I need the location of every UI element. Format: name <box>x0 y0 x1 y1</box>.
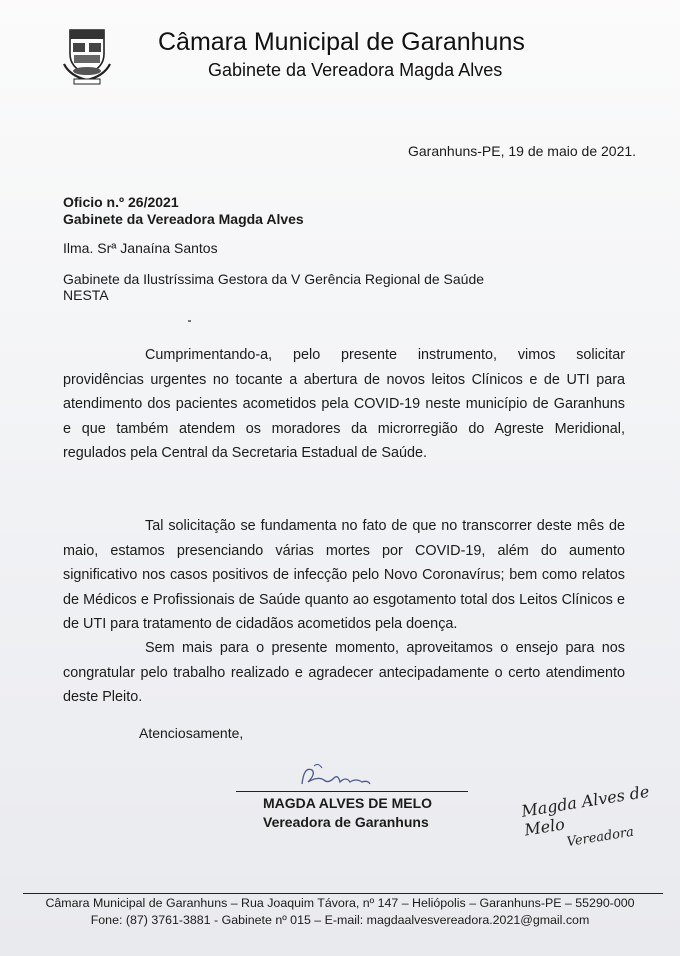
body-paragraph-2: Tal solicitação se fundamenta no fato de que no transcorrer deste mês de maio, estamos presenciando várias mortes por COVID-19, além do aumento significativo nos casos positivos de infecção pelo Novo Coronavírus; bem como relatos de Médicos e Profissionais de Saúde quanto ao esgotamento total dos Leitos Clínicos e de UTI para tratamento de cidadãos acometidos pela doença. <box>63 518 625 632</box>
oficio-block <box>63 194 304 228</box>
signature-block <box>263 794 432 832</box>
stamp-name: Magda Alves de Melo <box>520 781 651 840</box>
stamp-role: Vereadora <box>565 824 635 851</box>
closing-salutation: Atenciosamente, <box>139 725 244 741</box>
body-paragraph-1: Cumprimentando-a, pelo presente instrumento, vimos solicitar providências urgentes no tocante a abertura de novos leitos Clínicos e de UTI para atendimento dos pacientes acometidos pela COVID-19 neste município de Garanhuns e que também atendem os moradores da microrregião do Agreste Meridional, regulados pela Central da Secretaria Estadual de Saúde. <box>63 347 625 461</box>
letter-date: Garanhuns-PE, 19 de maio de 2021. <box>408 143 637 159</box>
signature-line <box>236 791 468 792</box>
signer-role: Vereadora de Garanhuns <box>263 814 429 830</box>
header-subtitle: Gabinete da Vereadora Magda Alves <box>208 60 503 80</box>
footer-divider <box>23 893 663 894</box>
recipient-office: Gabinete da Ilustríssima Gestora da V Gerência Regional de Saúde <box>63 271 485 287</box>
signature-stamp <box>520 777 680 856</box>
recipient-name: Ilma. Srª Janaína Santos <box>63 240 218 256</box>
oficio-number: Oficio n.º 26/2021 <box>63 194 179 210</box>
footer-address: Câmara Municipal de Garanhuns – Rua Joaquim Távora, nº 147 – Heliópolis – Garanhuns-PE – 55290-000 <box>45 896 635 910</box>
signer-name: MAGDA ALVES DE MELO <box>263 795 433 811</box>
recipient-location: NESTA <box>63 287 109 303</box>
scan-speck <box>188 320 191 322</box>
municipal-crest-logo <box>62 24 112 86</box>
header-title: Câmara Municipal de Garanhuns <box>158 28 525 56</box>
body-paragraph-3: Sem mais para o presente momento, aproveitamos o ensejo para nos congratular pelo trabalho realizado e agradecer antecipadamente o certo atendimento deste Pleito. <box>63 640 625 705</box>
footer-contact: Fone: (87) 3761-3881 - Gabinete nº 015 – E-mail: magdaalvesvereadora.2021@gmail.com <box>90 913 590 927</box>
oficio-origin: Gabinete da Vereadora Magda Alves <box>63 211 304 227</box>
